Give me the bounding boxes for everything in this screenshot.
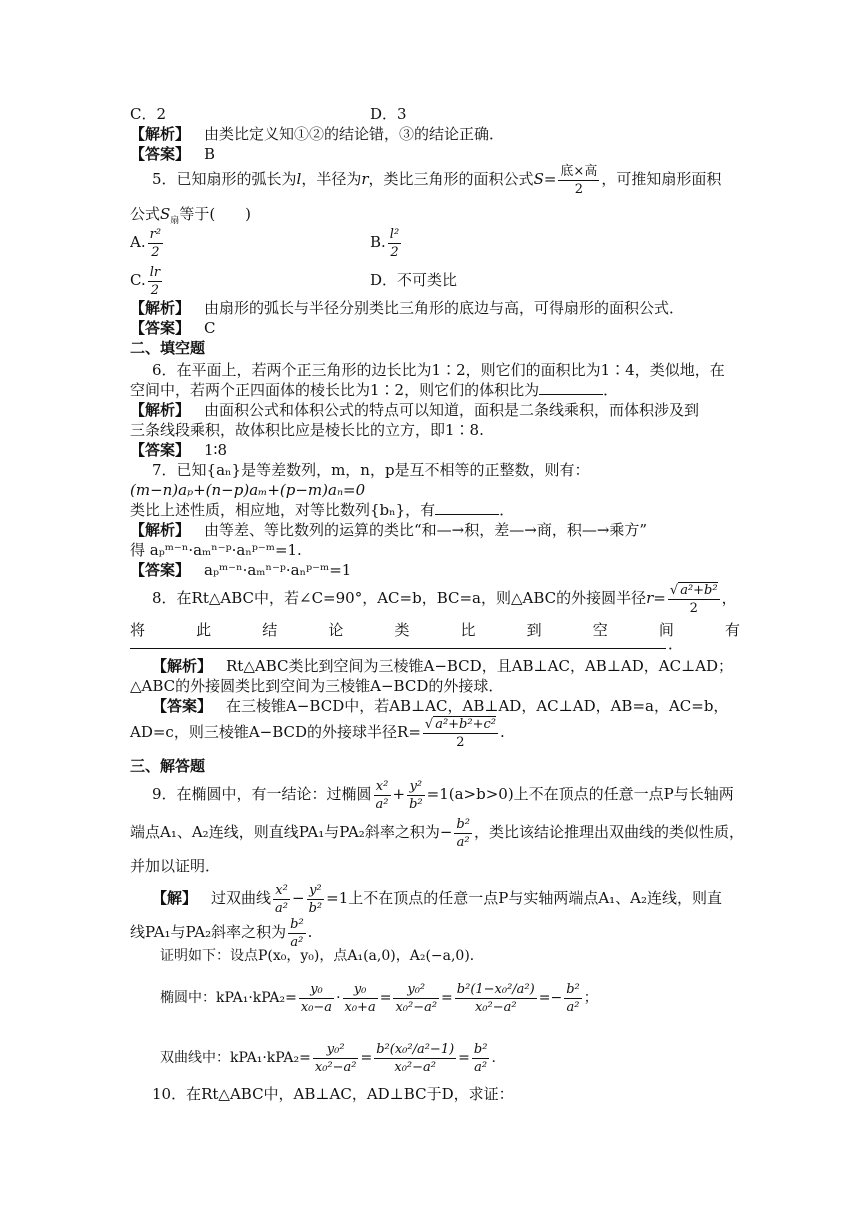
equals: = bbox=[360, 1050, 373, 1066]
circumradius-fraction bbox=[668, 584, 720, 615]
spread-char: 论 bbox=[328, 621, 344, 639]
spread-char: 有 bbox=[724, 621, 740, 639]
q7-formula: (m−n)aₚ+(n−p)aₘ+(p−m)aₙ=0 bbox=[130, 481, 366, 499]
q9-proof: 证明如下：设点P(x₀，y₀)，点A₁(a,0)，A₂(−a,0)． bbox=[160, 948, 484, 964]
q5-answer bbox=[130, 318, 216, 338]
q7-line3 bbox=[130, 500, 514, 520]
spread-char: 间 bbox=[658, 621, 674, 639]
fraction-numerator: b²(x₀²/a²−1) bbox=[376, 1041, 455, 1057]
analysis-label: 【解析】 bbox=[130, 125, 191, 143]
fraction-denominator: x₀²−a² bbox=[395, 999, 438, 1015]
term bbox=[299, 983, 334, 1014]
solution-text: 过双曲线 bbox=[211, 889, 272, 907]
option-d: D．3 bbox=[370, 105, 407, 123]
answer-label: 【答案】 bbox=[130, 441, 191, 459]
q9-text: ，类比该结论推理出双曲线的类似性质， bbox=[473, 823, 744, 841]
fraction-numerator: b² bbox=[566, 981, 580, 997]
spread-char: 结 bbox=[262, 621, 278, 639]
fraction-numerator: y² bbox=[307, 884, 325, 900]
q8-var-r: r= bbox=[646, 589, 666, 607]
section-heading-solutions: 三、解答题 bbox=[130, 757, 206, 775]
ellipse-x-term bbox=[374, 780, 391, 811]
spread-char: 类 bbox=[394, 621, 410, 639]
answer-blank-line bbox=[130, 648, 666, 649]
answer-label: 【答案】 bbox=[130, 319, 191, 337]
q7-analysis-2: 得 aₚᵐ⁻ⁿ·aₘⁿ⁻ᵖ·aₙᵖ⁻ᵐ=1. bbox=[130, 541, 302, 559]
answer-text: AD=c，则三棱锥A−BCD的外接球半径R= bbox=[130, 723, 421, 741]
fraction-denominator: 2 bbox=[689, 600, 698, 616]
q8-analysis bbox=[152, 656, 733, 676]
analysis-label: 【解析】 bbox=[130, 299, 191, 317]
hyperbola-slope-fraction bbox=[288, 918, 306, 949]
fraction-numerator: x² bbox=[273, 884, 290, 900]
analysis-text: 由面积公式和体积公式的特点可以知道，面积是二条线乘积，而体积涉及到 bbox=[204, 401, 700, 419]
fraction-denominator: a² bbox=[474, 1059, 488, 1075]
fraction-numerator: y₀² bbox=[313, 1043, 359, 1059]
fraction-denominator: a² bbox=[566, 999, 580, 1015]
q6-answer bbox=[130, 440, 227, 460]
option-a-label: A. bbox=[130, 233, 146, 251]
q9-line1 bbox=[152, 774, 734, 814]
fraction-numerator: b²(1−x₀²/a²) bbox=[456, 981, 535, 997]
solution-end: . bbox=[307, 923, 313, 941]
q5-options-cd bbox=[130, 264, 458, 298]
q9-line3: 并加以证明． bbox=[130, 857, 221, 875]
q8-answer-2 bbox=[130, 714, 505, 750]
radicand: a²+b² bbox=[680, 582, 718, 598]
q5-text-f: 等于( ) bbox=[179, 205, 252, 223]
fraction-denominator: 2 bbox=[574, 181, 584, 197]
option-c: C．2 bbox=[130, 105, 167, 123]
q5-text-d: ，可推知扇形面积 bbox=[601, 170, 722, 188]
fraction-denominator: x₀²−a² bbox=[474, 999, 517, 1015]
analysis-label: 【解析】 bbox=[152, 657, 213, 675]
term bbox=[313, 1043, 359, 1074]
q5-var-s2: S bbox=[160, 205, 171, 223]
fraction-denominator: b² bbox=[308, 900, 323, 916]
minus-sign: − bbox=[292, 889, 305, 907]
answer-text: 1∶8 bbox=[204, 441, 228, 459]
spread-char: 将 bbox=[130, 621, 146, 639]
fraction-denominator: x₀+a bbox=[344, 999, 376, 1015]
hyperbola-label: 双曲线中：kPA₁·kPA₂= bbox=[160, 1050, 311, 1066]
q4-answer bbox=[130, 144, 215, 164]
answer-blank bbox=[435, 500, 499, 515]
q8-end: ， bbox=[721, 589, 737, 607]
spread-char: 空 bbox=[592, 621, 608, 639]
answer-text: 在三棱锥A−BCD中，若AB⊥AC，AB⊥AD，AC⊥AD，AB=a，AC=b， bbox=[226, 697, 729, 715]
q6-text: 空间中，若两个正四面体的棱长比为1∶2，则它们的体积比为 bbox=[130, 381, 540, 399]
q5-text-b: ，半径为 bbox=[301, 170, 362, 188]
answer-label: 【答案】 bbox=[152, 697, 213, 715]
ellipse-derivation bbox=[160, 968, 598, 1028]
answer-label: 【答案】 bbox=[130, 561, 191, 579]
q5-text-a: 5．已知扇形的弧长为 bbox=[152, 170, 297, 188]
spread-char: 到 bbox=[526, 621, 542, 639]
q9-text: 端点A₁、A₂连线，则直线PA₁与PA₂斜率之积为− bbox=[130, 823, 453, 841]
answer-end: . bbox=[499, 723, 505, 741]
term bbox=[343, 983, 378, 1014]
fraction-numerator: √ a²+b² bbox=[669, 582, 718, 598]
slope-product-fraction bbox=[454, 818, 472, 849]
fraction-denominator: x₀²−a² bbox=[394, 1059, 436, 1075]
fraction-numerator: x² bbox=[374, 780, 391, 796]
q8-line3-end: ． bbox=[668, 635, 684, 653]
dot: · bbox=[336, 990, 341, 1006]
q5-eq: = bbox=[543, 170, 557, 188]
q7-end: ． bbox=[499, 501, 515, 519]
q5-var-s: S bbox=[533, 170, 544, 188]
term bbox=[374, 1043, 456, 1074]
answer-text: C bbox=[204, 319, 216, 337]
solution-label: 【解】 bbox=[152, 889, 198, 907]
answer-text: B bbox=[204, 145, 216, 163]
triangle-area-fraction bbox=[558, 165, 599, 196]
q5-options-ab bbox=[130, 226, 400, 260]
term bbox=[393, 983, 439, 1014]
answer-blank bbox=[539, 380, 603, 395]
q6-end: ． bbox=[603, 381, 619, 399]
q7-answer bbox=[130, 560, 351, 580]
term bbox=[455, 983, 537, 1014]
option-c-label: C. bbox=[130, 271, 146, 289]
equals: = bbox=[441, 990, 453, 1006]
fraction-numerator: l² bbox=[389, 226, 400, 242]
q8-text: 8．在Rt△ABC中，若∠C=90°，AC=b，BC=a，则△ABC的外接圆半径 bbox=[152, 589, 647, 607]
fraction-numerator: r² bbox=[149, 226, 162, 242]
q9-plus: + bbox=[392, 785, 406, 803]
analysis-label: 【解析】 bbox=[130, 401, 191, 419]
q6-analysis-2: 三条线段乘积，故体积比应是棱长比的立方，即1∶8. bbox=[130, 421, 484, 439]
fraction-denominator: 2 bbox=[150, 282, 160, 298]
fraction-denominator: 2 bbox=[456, 734, 465, 750]
q8-spread-line bbox=[130, 620, 740, 640]
end-punct: ； bbox=[583, 990, 598, 1006]
q6-line2 bbox=[130, 380, 618, 400]
option-d: D．不可类比 bbox=[370, 271, 458, 289]
q9-line2 bbox=[130, 812, 744, 852]
sphere-radius-fraction bbox=[423, 718, 498, 749]
q5-text-e: 公式 bbox=[130, 205, 161, 223]
equals: = bbox=[379, 990, 392, 1006]
analysis-text: 由类比定义知①②的结论错，③的结论正确． bbox=[204, 125, 505, 143]
q7-analysis bbox=[130, 520, 647, 540]
q9-text: =1(a>b>0)上不在顶点的任意一点P与长轴两 bbox=[426, 785, 734, 803]
q5-text-c: ，类比三角形的面积公式 bbox=[368, 170, 534, 188]
fraction-numerator: b² bbox=[456, 816, 470, 832]
q10-line1: 10．在Rt△ABC中，AB⊥AC，AD⊥BC于D，求证： bbox=[152, 1085, 514, 1103]
spread-char: 此 bbox=[196, 621, 212, 639]
answer-text: aₚᵐ⁻ⁿ·aₘⁿ⁻ᵖ·aₙᵖ⁻ᵐ=1 bbox=[204, 561, 352, 579]
answer-label: 【答案】 bbox=[130, 145, 191, 163]
q8-analysis-2: △ABC的外接圆类比到空间为三棱锥A−BCD的外接球． bbox=[130, 677, 504, 695]
q5-sub: 扇 bbox=[170, 216, 180, 226]
fraction-denominator: 2 bbox=[390, 244, 399, 260]
q7-text: 类比上述性质，相应地，对等比数列{bₙ}，有 bbox=[130, 501, 436, 519]
term bbox=[472, 1043, 490, 1074]
analysis-text: 由扇形的弧长与半径分别类比三角形的底边与高，可得扇形的面积公式． bbox=[204, 299, 685, 317]
hyperbola-derivation bbox=[160, 1030, 496, 1086]
end-punct: . bbox=[491, 1050, 496, 1066]
q6-analysis bbox=[130, 400, 699, 420]
solution-text: 线PA₁与PA₂斜率之积为 bbox=[130, 923, 287, 941]
fraction-numerator: lr bbox=[149, 264, 161, 280]
section-heading-fill-in: 二、填空题 bbox=[130, 339, 206, 357]
fraction-denominator: a² bbox=[290, 934, 304, 950]
spread-char: 比 bbox=[460, 621, 476, 639]
q8-line1 bbox=[152, 580, 737, 616]
fraction-denominator: a² bbox=[456, 834, 470, 850]
option-b bbox=[370, 226, 403, 259]
q5-var-l: l bbox=[296, 170, 302, 188]
radicand: a²+b²+c² bbox=[435, 716, 496, 732]
fraction-numerator: y₀ bbox=[299, 983, 334, 999]
analysis-text: Rt△ABC类比到空间为三棱锥A−BCD，且AB⊥AC，AB⊥AD，AC⊥AD； bbox=[226, 657, 734, 675]
q4-options bbox=[130, 104, 407, 124]
option-c-fraction bbox=[148, 266, 162, 297]
fraction-numerator: b² bbox=[473, 1041, 488, 1057]
equals: = bbox=[458, 1050, 470, 1066]
fraction-denominator: x₀−a bbox=[300, 999, 333, 1015]
fraction-numerator: y₀² bbox=[393, 983, 439, 999]
fraction-numerator: 底×高 bbox=[560, 163, 598, 179]
q7-line1: 7．已知{aₙ}是等差数列，m，n，p是互不相等的正整数，则有： bbox=[152, 461, 590, 479]
fraction-denominator: x₀²−a² bbox=[314, 1059, 357, 1075]
q5-analysis bbox=[130, 298, 684, 318]
q8-answer bbox=[152, 696, 728, 716]
fraction-denominator: a² bbox=[275, 900, 288, 916]
fraction-numerator: y₀ bbox=[343, 983, 378, 999]
q6-line1: 6．在平面上，若两个正三角形的边长比为1∶2，则它们的面积比为1∶4，类似地，在 bbox=[152, 361, 725, 379]
analysis-label: 【解析】 bbox=[130, 521, 191, 539]
term bbox=[564, 983, 582, 1014]
hyperbola-x-term bbox=[273, 884, 290, 915]
hyperbola-y-term bbox=[307, 884, 325, 915]
ellipse-y-term bbox=[407, 780, 425, 811]
q4-analysis bbox=[130, 124, 504, 144]
solution-text: =1上不在顶点的任意一点P与实轴两端点A₁、A₂连线，则直 bbox=[326, 889, 723, 907]
q5-stem bbox=[152, 162, 721, 196]
ellipse-label: 椭圆中：kPA₁·kPA₂= bbox=[160, 990, 297, 1006]
q9-text: 9．在椭圆中，有一结论：过椭圆 bbox=[152, 785, 372, 803]
fraction-numerator: y² bbox=[407, 780, 425, 796]
fraction-denominator: a² bbox=[375, 796, 389, 812]
option-a-fraction bbox=[148, 228, 163, 259]
option-b-fraction bbox=[388, 228, 401, 259]
fraction-numerator: √ a²+b²+c² bbox=[424, 716, 496, 732]
q5-var-r: r bbox=[361, 170, 369, 188]
equals: =− bbox=[538, 990, 563, 1006]
option-b-label: B. bbox=[370, 233, 386, 251]
analysis-text: 由等差、等比数列的运算的类比“和—→积，差—→商，积—→乘方” bbox=[204, 521, 648, 539]
fraction-denominator: 2 bbox=[151, 244, 160, 260]
fraction-denominator: b² bbox=[409, 796, 423, 812]
fraction-numerator: b² bbox=[290, 916, 304, 932]
